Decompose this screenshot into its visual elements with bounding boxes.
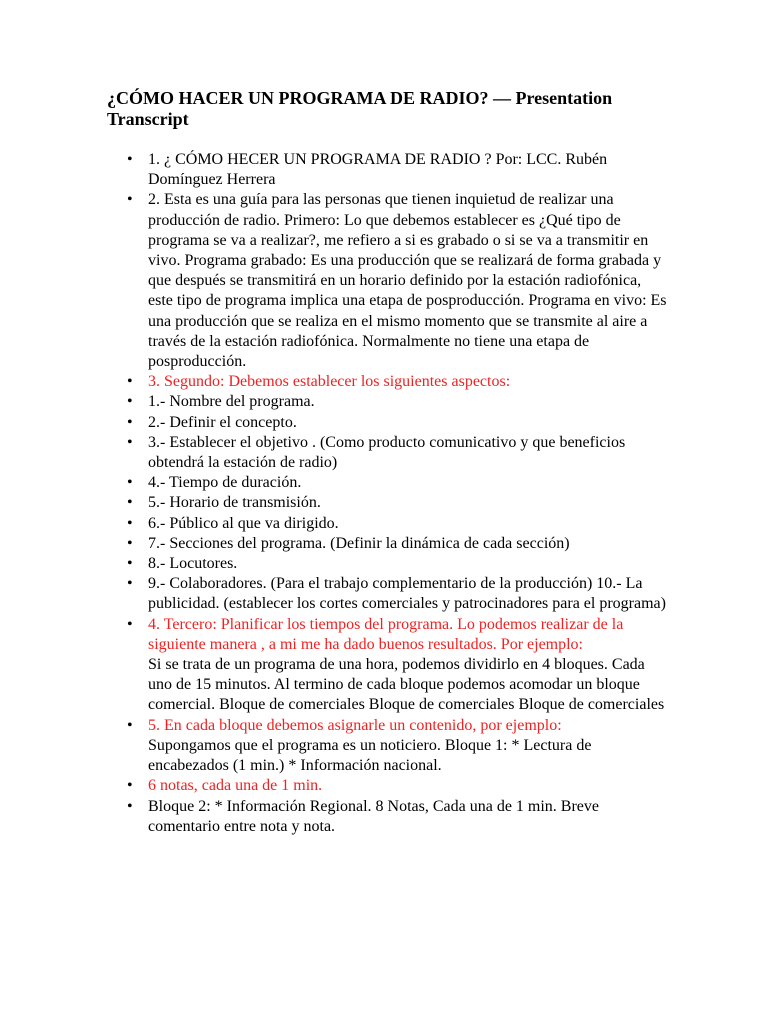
item-continuation: Supongamos que el programa es un noticiero. Bloque 1: * Lectura de encabezados (1 min.) * Información nacional. (148, 736, 592, 775)
list-item (107, 534, 667, 554)
list-item (107, 190, 667, 372)
item-text: 4.- Tiempo de duración. (148, 474, 302, 492)
bullet-icon: • (127, 615, 133, 633)
bullet-icon: • (127, 494, 133, 512)
item-heading: 5. En cada bloque debemos asignarle un contenido, por ejemplo: (148, 716, 562, 734)
item-text: 2.- Definir el concepto. (148, 413, 297, 431)
bullet-icon: • (127, 393, 133, 411)
bullet-icon: • (127, 474, 133, 492)
bullet-icon: • (127, 514, 133, 532)
item-text: 3.- Establecer el objetivo . (Como producto comunicativo y que beneficios obtendrá la estación de radio) (148, 433, 626, 472)
bullet-icon: • (127, 777, 133, 795)
item-text: 6.- Público al que va dirigido. (148, 514, 339, 532)
bullet-icon: • (127, 797, 133, 815)
list-item (107, 413, 667, 433)
bullet-icon: • (127, 555, 133, 573)
list-item (107, 473, 667, 493)
bullet-icon: • (127, 373, 133, 391)
list-item (107, 797, 667, 837)
page-title: ¿CÓMO HACER UN PROGRAMA DE RADIO? — Presentation Transcript (107, 88, 613, 129)
list-item (107, 372, 667, 392)
bullet-icon: • (127, 151, 133, 168)
item-text: Bloque 2: * Información Regional. 8 Notas, Cada una de 1 min. Breve comentario entre nota y nota. (148, 797, 600, 835)
list-item (107, 392, 667, 412)
item-text: 1. ¿ CÓMO HECER UN PROGRAMA DE RADIO ? Por: LCC. Rubén Domínguez Herrera (148, 151, 608, 189)
list-item (107, 574, 667, 614)
item-text: 9.- Colaboradores. (Para el trabajo complementario de la producción) 10.- La publicidad. (establecer los cortes comerciales y patrocinadores para el programa) (148, 575, 666, 613)
list-item (107, 514, 667, 534)
bullet-icon: • (127, 534, 133, 552)
bullet-icon: • (127, 575, 133, 593)
bullet-icon: • (127, 413, 133, 431)
item-continuation: Si se trata de un programa de una hora, podemos dividirlo en 4 bloques. Cada uno de 15 minutos. Al termino de cada bloque podemos acomodar un bloque comercial. Bloque de comerciales Bloque de comerciales Bloque de comerciales (148, 656, 665, 714)
list-item (107, 433, 667, 473)
item-text: 6 notas, cada una de 1 min. (148, 777, 323, 795)
transcript-page (107, 88, 667, 837)
list-item (107, 150, 667, 190)
item-text: 2. Esta es una guía para las personas que tienen inquietud de realizar una producción de radio. Primero: Lo que debemos establecer es ¿Qué tipo de programa se va a realizar?, me refiero a si es grabado o si se va a transmitir en vivo. Programa grabado: Es una producción que se realizará de forma grabada y que después se transmitirá en un horario definido por la estación radiofónica, este tipo de programa implica una etapa de posproducción. Programa en vivo: Es una producción que se realiza en el mismo momento que se transmite al aire a través de la estación radiofónica. Normalmente no tiene una etapa de posproducción. (148, 191, 667, 371)
item-text: 8.- Locutores. (148, 555, 238, 573)
bullet-icon: • (127, 191, 133, 209)
item-text: 1.- Nombre del programa. (148, 393, 315, 411)
item-text: 7.- Secciones del programa. (Definir la dinámica de cada sección) (148, 534, 570, 552)
item-text: 5.- Horario de transmisión. (148, 494, 321, 512)
transcript-list (107, 150, 667, 837)
item-text: 3. Segundo: Debemos establecer los siguientes aspectos: (148, 373, 511, 391)
list-item (107, 776, 667, 796)
bullet-icon: • (127, 716, 133, 734)
list-item (107, 615, 667, 716)
list-item (107, 716, 667, 777)
list-item (107, 554, 667, 574)
list-item (107, 493, 667, 513)
item-heading: 4. Tercero: Planificar los tiempos del programa. Lo podemos realizar de la siguiente manera , a mi me ha dado buenos resultados. Por ejemplo: (148, 615, 624, 653)
bullet-icon: • (127, 433, 133, 451)
